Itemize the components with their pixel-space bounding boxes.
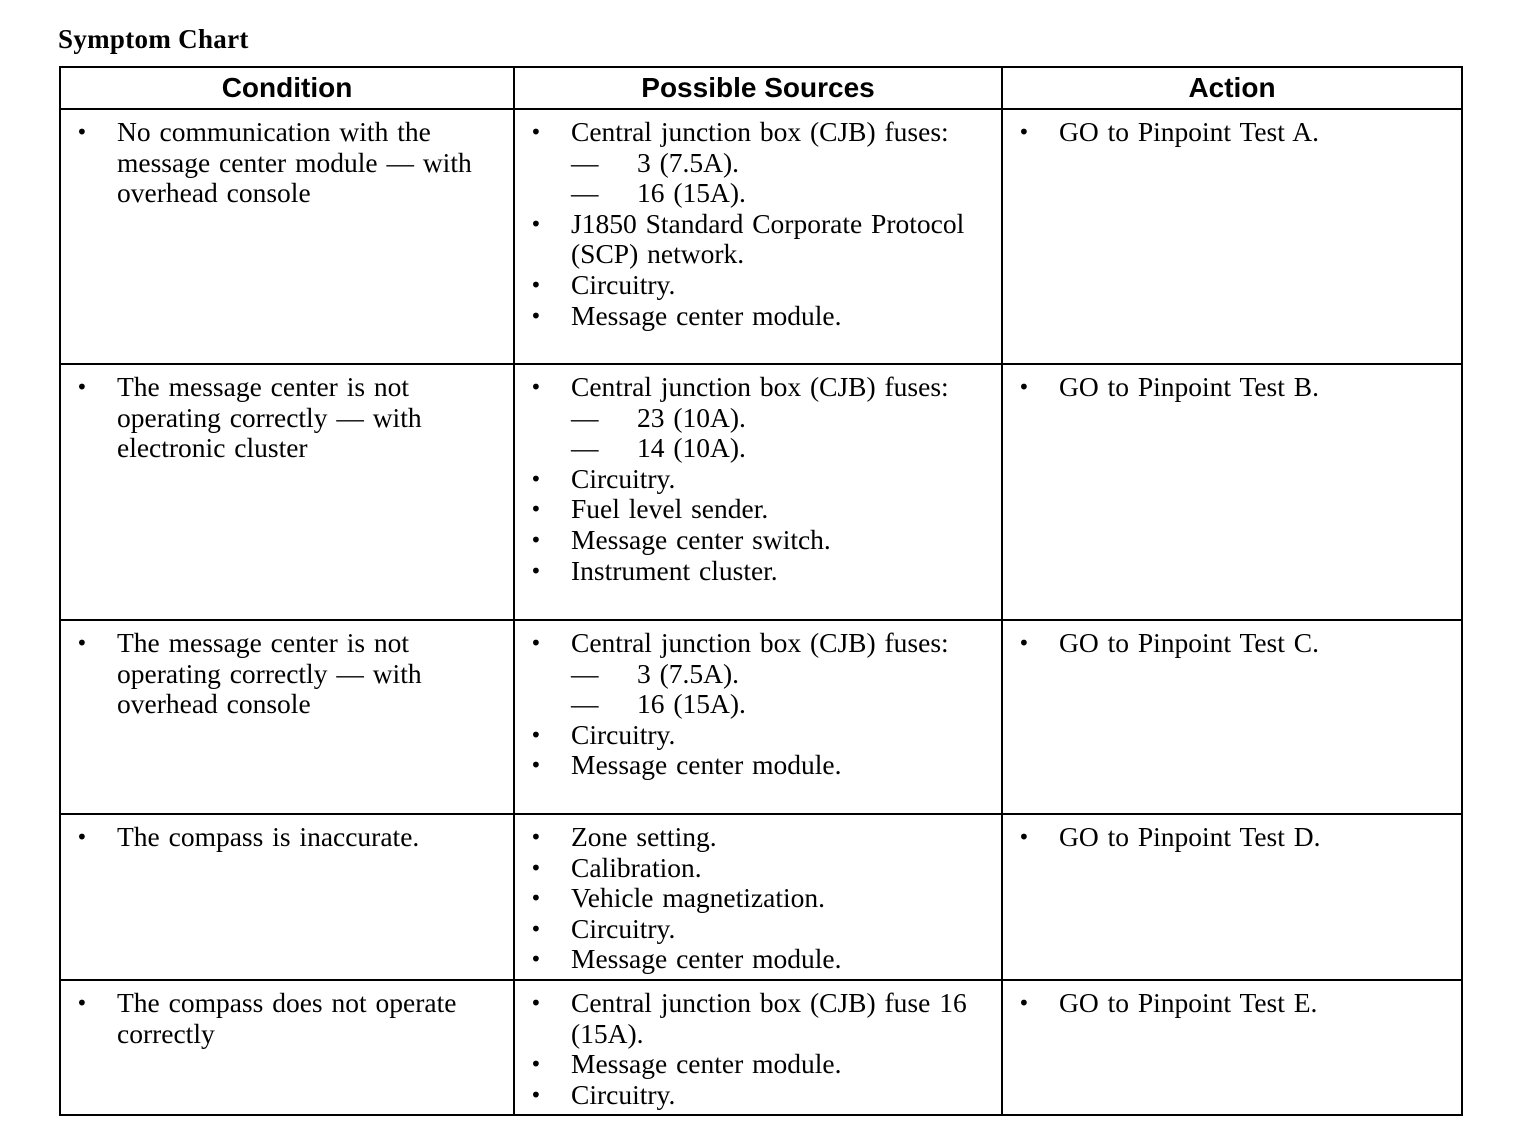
list-item-text: Instrument cluster. xyxy=(571,554,778,586)
sources-cell xyxy=(514,109,1002,364)
condition-cell-list xyxy=(61,815,513,857)
list-item-text: Central junction box (CJB) fuses: xyxy=(571,371,949,402)
condition-cell xyxy=(60,109,514,364)
dash-icon: — xyxy=(571,146,599,178)
table-body xyxy=(60,109,1462,1115)
sources-cell-list xyxy=(515,981,1001,1114)
bullet-icon: • xyxy=(530,303,542,328)
sub-list-item xyxy=(515,178,993,209)
sub-list-item xyxy=(515,403,993,434)
list-item xyxy=(515,301,993,332)
list-item xyxy=(515,117,993,148)
list-item xyxy=(515,988,993,1049)
list-item xyxy=(515,372,993,403)
sub-list-item-text: 23 (10A). xyxy=(637,401,746,433)
action-cell xyxy=(1002,980,1462,1115)
bullet-icon: • xyxy=(530,825,542,849)
list-item xyxy=(515,556,993,587)
sub-list-item xyxy=(515,689,993,720)
sub-list-item-text: 16 (15A). xyxy=(637,177,746,209)
sources-cell xyxy=(514,814,1002,980)
table-row xyxy=(60,980,1462,1115)
list-item xyxy=(515,525,993,556)
list-item-text: Calibration. xyxy=(571,851,702,883)
list-item xyxy=(515,883,993,914)
list-item xyxy=(1003,628,1453,659)
action-cell-list xyxy=(1003,110,1461,152)
list-item xyxy=(515,464,993,495)
dash-icon: — xyxy=(571,401,599,433)
sub-list-item xyxy=(515,433,993,464)
bullet-icon: • xyxy=(530,722,542,747)
list-item-text: Circuitry. xyxy=(571,462,676,494)
list-item xyxy=(1003,822,1453,853)
bullet-icon: • xyxy=(530,990,542,1015)
sources-cell-list xyxy=(515,621,1001,785)
list-item xyxy=(61,372,505,464)
list-item-text: GO to Pinpoint Test E. xyxy=(1059,986,1318,1018)
bullet-icon: • xyxy=(530,466,542,491)
bullet-icon: • xyxy=(76,375,88,399)
list-item-text: Message center module. xyxy=(571,299,842,331)
sub-list-item xyxy=(515,148,993,179)
column-header-action: Action xyxy=(1002,67,1462,109)
condition-cell-list xyxy=(61,110,513,213)
page-title: Symptom Chart xyxy=(58,24,249,54)
sources-cell-list xyxy=(515,110,1001,335)
bullet-icon: • xyxy=(1018,990,1030,1015)
bullet-icon: • xyxy=(530,631,542,655)
list-item-text: Circuitry. xyxy=(571,718,676,750)
list-item-text: GO to Pinpoint Test B. xyxy=(1059,371,1319,402)
sources-cell-list xyxy=(515,815,1001,979)
condition-cell-list xyxy=(61,365,513,468)
action-cell-list xyxy=(1003,815,1461,857)
list-item xyxy=(515,914,993,945)
action-cell-list xyxy=(1003,365,1461,407)
bullet-icon: • xyxy=(530,120,542,144)
condition-cell xyxy=(60,364,514,620)
list-item xyxy=(515,270,993,301)
sources-cell-list xyxy=(515,365,1001,590)
dash-icon: — xyxy=(571,432,599,464)
condition-cell-list xyxy=(61,981,513,1053)
list-item-text: Central junction box (CJB) fuses: xyxy=(571,116,949,147)
bullet-icon: • xyxy=(530,375,542,399)
bullet-icon: • xyxy=(530,558,542,583)
list-item-text: No communication with the message center module — with overhead console xyxy=(117,116,472,209)
list-item xyxy=(515,628,993,659)
dash-icon: — xyxy=(571,657,599,689)
list-item xyxy=(515,1080,993,1111)
bullet-icon: • xyxy=(530,1082,542,1107)
bullet-icon: • xyxy=(1018,825,1030,849)
condition-cell xyxy=(60,620,514,814)
list-item xyxy=(1003,988,1453,1019)
symptom-table xyxy=(59,66,1463,1116)
list-item-text: The compass does not operate correctly xyxy=(117,986,457,1049)
list-item xyxy=(61,117,505,209)
list-item-text: The message center is not operating correctly — with overhead console xyxy=(117,627,422,720)
sub-list-item-text: 3 (7.5A). xyxy=(637,146,740,178)
sub-list-item-text: 16 (15A). xyxy=(637,688,746,720)
list-item-text: Message center module. xyxy=(571,943,842,975)
list-item xyxy=(515,822,993,853)
list-item-text: GO to Pinpoint Test C. xyxy=(1059,627,1319,658)
action-cell xyxy=(1002,814,1462,980)
list-item-text: Circuitry. xyxy=(571,1078,676,1110)
bullet-icon: • xyxy=(530,916,542,941)
sub-list-item xyxy=(515,659,993,690)
list-item xyxy=(61,988,505,1049)
bullet-icon: • xyxy=(1018,375,1030,399)
list-item-text: GO to Pinpoint Test A. xyxy=(1059,116,1319,147)
bullet-icon: • xyxy=(1018,631,1030,655)
list-item xyxy=(515,944,993,975)
column-header-condition: Condition xyxy=(60,67,514,109)
bullet-icon: • xyxy=(530,886,542,911)
bullet-icon: • xyxy=(530,497,542,522)
list-item-text: The compass is inaccurate. xyxy=(117,821,420,852)
list-item-text: Zone setting. xyxy=(571,821,717,852)
bullet-icon: • xyxy=(76,825,88,849)
list-item xyxy=(1003,372,1453,403)
list-item-text: Central junction box (CJB) fuse 16 (15A). xyxy=(571,986,967,1049)
bullet-icon: • xyxy=(1018,120,1030,144)
condition-cell-list xyxy=(61,621,513,724)
bullet-icon: • xyxy=(530,855,542,880)
list-item-text: Message center module. xyxy=(571,749,842,781)
action-cell-list xyxy=(1003,621,1461,663)
list-item xyxy=(1003,117,1453,148)
list-item xyxy=(61,628,505,720)
condition-cell xyxy=(60,814,514,980)
list-item xyxy=(61,822,505,853)
list-item xyxy=(515,494,993,525)
list-item-text: J1850 Standard Corporate Protocol (SCP) network. xyxy=(571,207,965,270)
list-item-text: Circuitry. xyxy=(571,268,676,300)
table-header-row xyxy=(60,67,1462,109)
action-cell xyxy=(1002,620,1462,814)
list-item-text: Central junction box (CJB) fuses: xyxy=(571,627,949,658)
table-row xyxy=(60,814,1462,980)
list-item-text: GO to Pinpoint Test D. xyxy=(1059,821,1321,852)
dash-icon: — xyxy=(571,688,599,720)
list-item-text: Fuel level sender. xyxy=(571,493,769,525)
sources-cell xyxy=(514,364,1002,620)
list-item xyxy=(515,720,993,751)
action-cell xyxy=(1002,364,1462,620)
bullet-icon: • xyxy=(76,631,88,655)
list-item-text: The message center is not operating correctly — with electronic cluster xyxy=(117,371,422,464)
bullet-icon: • xyxy=(76,990,88,1015)
list-item-text: Vehicle magnetization. xyxy=(571,882,825,914)
bullet-icon: • xyxy=(530,211,542,236)
table-row xyxy=(60,364,1462,620)
bullet-icon: • xyxy=(530,272,542,297)
sub-list-item-text: 14 (10A). xyxy=(637,432,746,464)
list-item xyxy=(515,853,993,884)
bullet-icon: • xyxy=(530,527,542,552)
condition-cell xyxy=(60,980,514,1115)
bullet-icon: • xyxy=(530,1052,542,1077)
column-header-possible-sources: Possible Sources xyxy=(514,67,1002,109)
list-item xyxy=(515,209,993,270)
list-item xyxy=(515,1049,993,1080)
table-row xyxy=(60,109,1462,364)
table-row xyxy=(60,620,1462,814)
list-item-text: Message center module. xyxy=(571,1048,842,1080)
action-cell xyxy=(1002,109,1462,364)
sub-list-item-text: 3 (7.5A). xyxy=(637,657,740,689)
sources-cell xyxy=(514,620,1002,814)
list-item xyxy=(515,750,993,781)
bullet-icon: • xyxy=(76,120,88,144)
list-item-text: Circuitry. xyxy=(571,912,676,944)
action-cell-list xyxy=(1003,981,1461,1023)
dash-icon: — xyxy=(571,177,599,209)
bullet-icon: • xyxy=(530,753,542,778)
list-item-text: Message center switch. xyxy=(571,523,831,555)
sources-cell xyxy=(514,980,1002,1115)
bullet-icon: • xyxy=(530,947,542,972)
